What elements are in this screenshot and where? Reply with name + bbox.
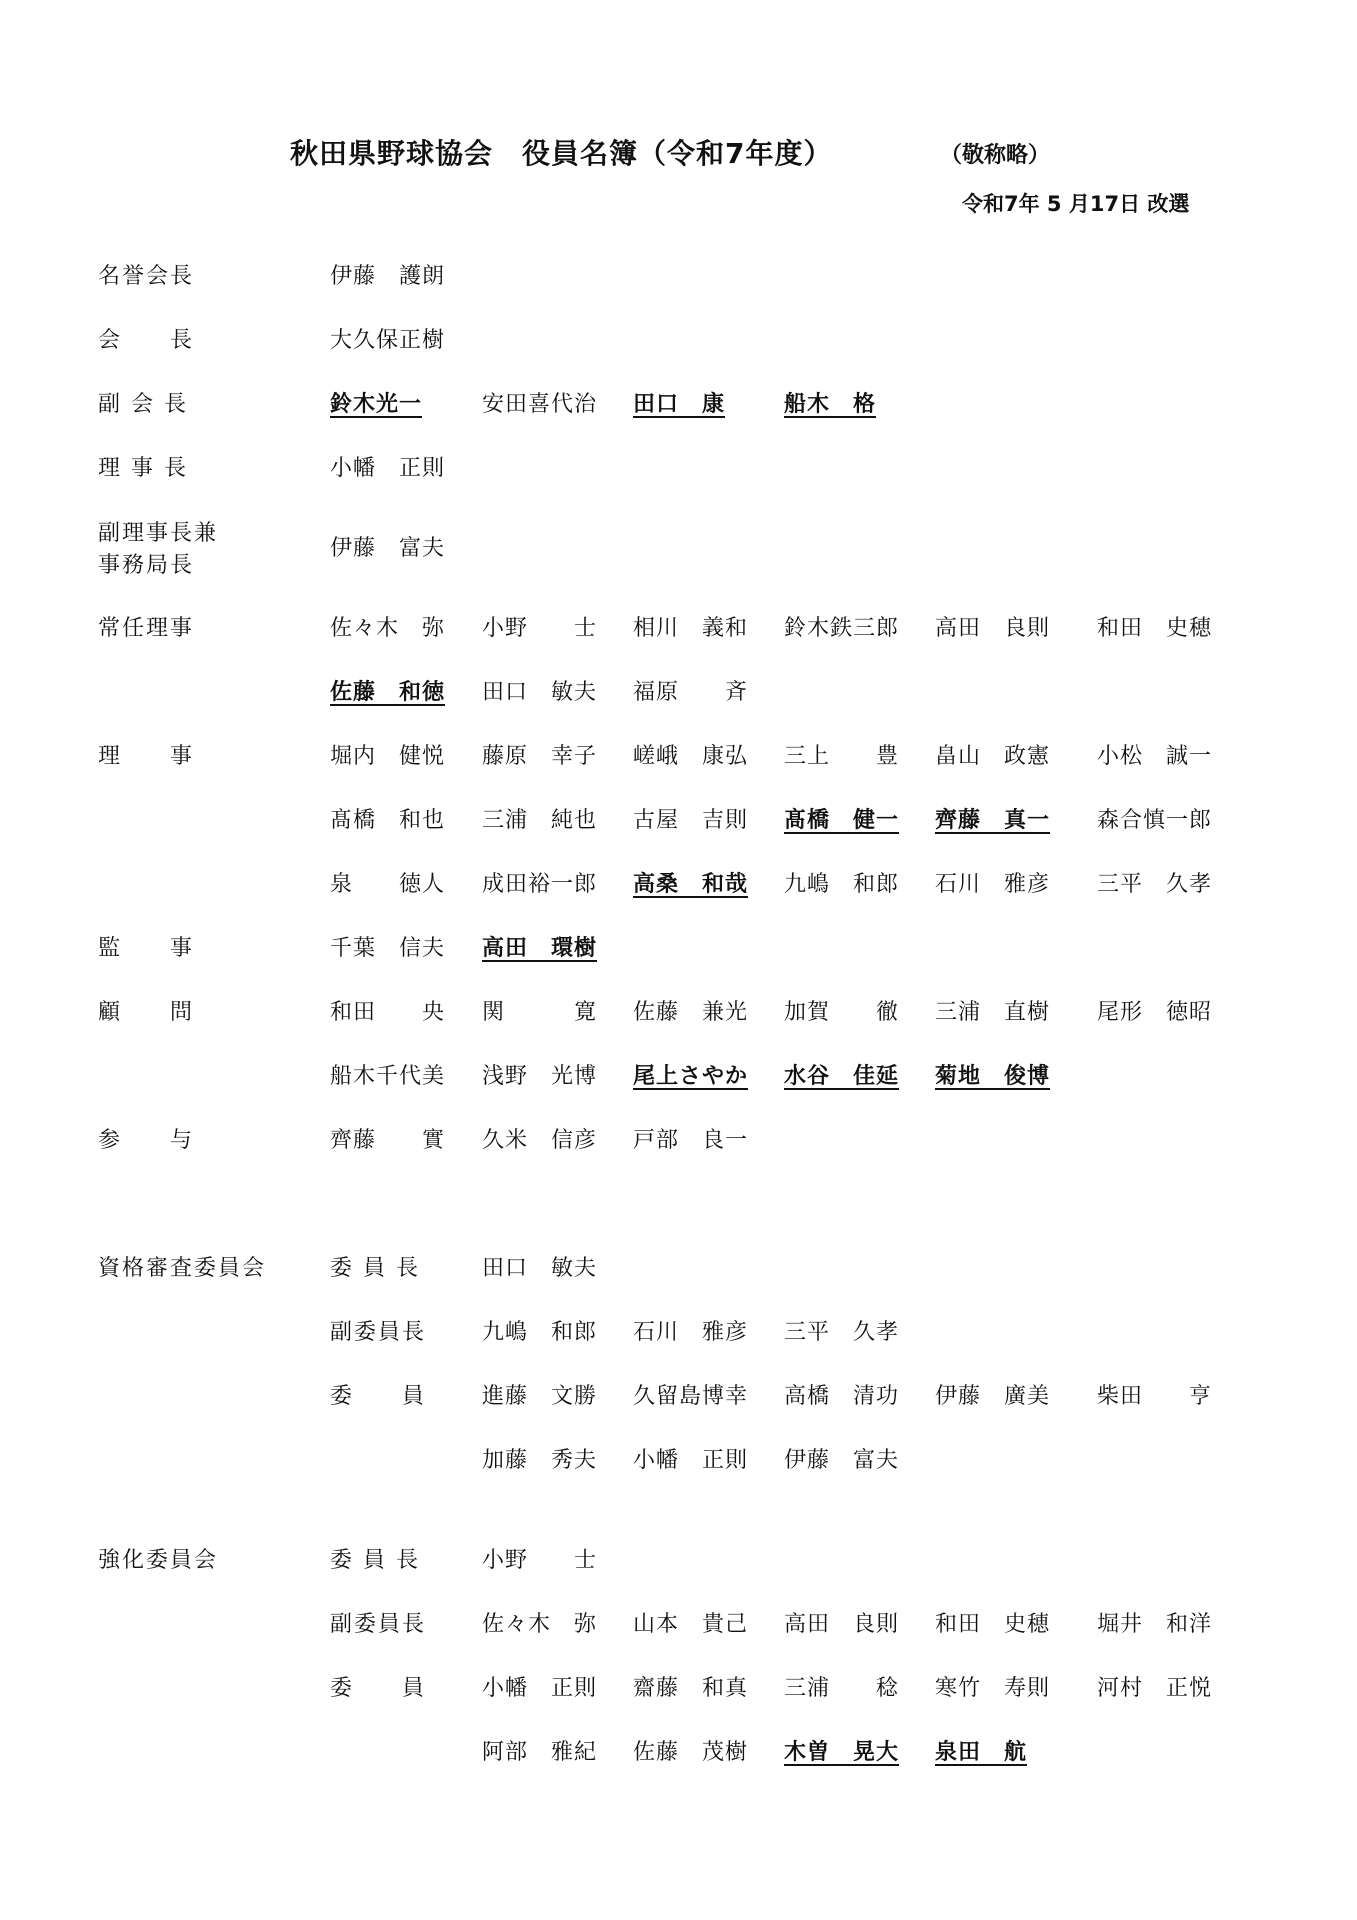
committee-row — [0, 1546, 1357, 1586]
committee-name: 強化委員会 — [98, 1548, 219, 1573]
committee-member-name: 九嶋 和郎 — [482, 1320, 598, 1345]
officer-name: 三浦 直樹 — [935, 1000, 1051, 1025]
committee-member-name: 加藤 秀夫 — [482, 1448, 598, 1473]
officer-name: 三上 豊 — [784, 744, 900, 769]
officer-name: 相川 義和 — [633, 616, 749, 641]
committee-member-name: 石川 雅彦 — [633, 1320, 749, 1345]
officer-name: 船木 格 — [784, 392, 877, 417]
officer-role-label: 会 長 — [98, 328, 195, 353]
officer-name: 高田 良則 — [935, 616, 1051, 641]
committee-member-name: 河村 正悦 — [1097, 1676, 1213, 1701]
committee-member-name: 小野 士 — [482, 1548, 598, 1573]
officer-name: 水谷 佳延 — [784, 1064, 900, 1089]
officer-role-label: 常任理事 — [98, 616, 195, 641]
officer-role-label: 顧 問 — [98, 1000, 195, 1025]
officer-name: 古屋 吉則 — [633, 808, 749, 833]
officer-name: 船木千代美 — [330, 1064, 446, 1089]
officer-name: 三平 久孝 — [1097, 872, 1213, 897]
officer-name: 高桑 和哉 — [633, 872, 749, 897]
officer-name: 浅野 光博 — [482, 1064, 598, 1089]
committee-member-name: 小幡 正則 — [633, 1448, 749, 1473]
officer-name: 髙橋 和也 — [330, 808, 446, 833]
officer-name: 藤原 幸子 — [482, 744, 598, 769]
officer-name: 小松 誠一 — [1097, 744, 1213, 769]
officer-name: 堀内 健悦 — [330, 744, 446, 769]
officer-role-label: 名誉会長 — [98, 264, 195, 289]
committee-role-label: 副委員長 — [330, 1320, 427, 1345]
committee-row — [0, 1254, 1357, 1294]
officer-name: 伊藤 護朗 — [330, 264, 446, 289]
officer-name: 千葉 信夫 — [330, 936, 446, 961]
officer-row — [0, 806, 1357, 846]
officer-name: 和田 央 — [330, 1000, 446, 1025]
officer-row — [0, 262, 1357, 302]
committee-row — [0, 1610, 1357, 1650]
committee-row — [0, 1674, 1357, 1714]
officer-role-label: 理 事 長 — [98, 456, 188, 481]
officer-name: 畠山 政憲 — [935, 744, 1051, 769]
committee-member-name: 三平 久孝 — [784, 1320, 900, 1345]
committee-member-name: 柴田 亨 — [1097, 1384, 1213, 1409]
committee-row — [0, 1382, 1357, 1422]
officer-name: 成田裕一郎 — [482, 872, 598, 897]
officer-role-label: 監 事 — [98, 936, 195, 961]
officer-name: 小野 士 — [482, 616, 598, 641]
officer-name: 森合慎一郎 — [1097, 808, 1213, 833]
officer-name: 九嶋 和郎 — [784, 872, 900, 897]
officer-row — [0, 390, 1357, 430]
committee-member-name: 和田 史穂 — [935, 1612, 1051, 1637]
officer-name: 石川 雅彦 — [935, 872, 1051, 897]
officer-name: 安田喜代治 — [482, 392, 598, 417]
officer-role-label: 副 会 長 — [98, 392, 188, 417]
officer-name: 齊藤 實 — [330, 1128, 446, 1153]
officer-row — [0, 454, 1357, 494]
committee-row — [0, 1446, 1357, 1486]
honorific-note: （敬称略） — [940, 143, 1051, 168]
committee-member-name: 高橋 清功 — [784, 1384, 900, 1409]
officer-name: 佐藤 和徳 — [330, 680, 446, 705]
officer-row — [0, 1126, 1357, 1166]
officer-name: 髙橋 健一 — [784, 808, 900, 833]
officer-name: 嵯峨 康弘 — [633, 744, 749, 769]
committee-member-name: 伊藤 富夫 — [784, 1448, 900, 1473]
officer-row — [0, 998, 1357, 1038]
officer-name: 三浦 純也 — [482, 808, 598, 833]
page-title: 秋田県野球協会 役員名簿（令和7年度） — [290, 137, 833, 170]
officer-name: 田口 康 — [633, 392, 726, 417]
officer-name: 久米 信彦 — [482, 1128, 598, 1153]
committee-member-name: 伊藤 廣美 — [935, 1384, 1051, 1409]
officer-row — [0, 614, 1357, 654]
officer-name: 戸部 良一 — [633, 1128, 749, 1153]
officer-name: 小幡 正則 — [330, 456, 446, 481]
officer-role-label: 参 与 — [98, 1128, 195, 1153]
officer-name: 関 寛 — [482, 1000, 598, 1025]
officer-name: 尾形 徳昭 — [1097, 1000, 1213, 1025]
committee-member-name: 小幡 正則 — [482, 1676, 598, 1701]
committee-member-name: 堀井 和洋 — [1097, 1612, 1213, 1637]
officer-name: 佐々木 弥 — [330, 616, 446, 641]
committee-member-name: 齋藤 和真 — [633, 1676, 749, 1701]
officer-name: 鈴木光一 — [330, 392, 423, 417]
committee-member-name: 泉田 航 — [935, 1740, 1028, 1765]
officer-row — [0, 870, 1357, 910]
officer-name: 福原 斉 — [633, 680, 749, 705]
officer-role-label: 副理事長兼 事務局長 — [98, 521, 219, 578]
officer-row — [0, 1062, 1357, 1102]
officer-row — [0, 326, 1357, 366]
committee-role-label: 副委員長 — [330, 1612, 427, 1637]
officer-name: 高田 環樹 — [482, 936, 598, 961]
committee-member-name: 阿部 雅紀 — [482, 1740, 598, 1765]
committee-role-label: 委 員 — [330, 1384, 427, 1409]
officer-name: 泉 徳人 — [330, 872, 446, 897]
committee-member-name: 佐々木 弥 — [482, 1612, 598, 1637]
election-date: 令和7年 5 月17日 改選 — [962, 192, 1190, 216]
committee-member-name: 三浦 稔 — [784, 1676, 900, 1701]
committee-member-name: 佐藤 茂樹 — [633, 1740, 749, 1765]
officer-row — [0, 678, 1357, 718]
officer-name: 田口 敏夫 — [482, 680, 598, 705]
officer-name: 菊地 俊博 — [935, 1064, 1051, 1089]
committee-member-name: 山本 貴己 — [633, 1612, 749, 1637]
committee-name: 資格審査委員会 — [98, 1256, 267, 1281]
committee-role-label: 委 員 長 — [330, 1256, 420, 1281]
committee-member-name: 寒竹 寿則 — [935, 1676, 1051, 1701]
officer-name: 齊藤 真一 — [935, 808, 1051, 833]
committee-member-name: 高田 良則 — [784, 1612, 900, 1637]
committee-role-label: 委 員 — [330, 1676, 427, 1701]
committee-member-name: 進藤 文勝 — [482, 1384, 598, 1409]
committee-member-name: 田口 敏夫 — [482, 1256, 598, 1281]
committee-role-label: 委 員 長 — [330, 1548, 420, 1573]
officer-row — [0, 934, 1357, 974]
officer-name: 大久保正樹 — [330, 328, 446, 353]
committee-row — [0, 1738, 1357, 1778]
officer-name: 加賀 徹 — [784, 1000, 900, 1025]
officer-name: 和田 史穂 — [1097, 616, 1213, 641]
officer-row — [0, 742, 1357, 782]
officer-name: 佐藤 兼光 — [633, 1000, 749, 1025]
officer-name: 伊藤 富夫 — [330, 536, 446, 561]
officer-name: 尾上さやか — [633, 1064, 749, 1089]
committee-row — [0, 1318, 1357, 1358]
committee-member-name: 久留島博幸 — [633, 1384, 749, 1409]
officer-row — [0, 521, 1357, 578]
officer-name: 鈴木鉄三郎 — [784, 616, 900, 641]
committee-member-name: 木曽 晃大 — [784, 1740, 900, 1765]
officer-role-label: 理 事 — [98, 744, 195, 769]
